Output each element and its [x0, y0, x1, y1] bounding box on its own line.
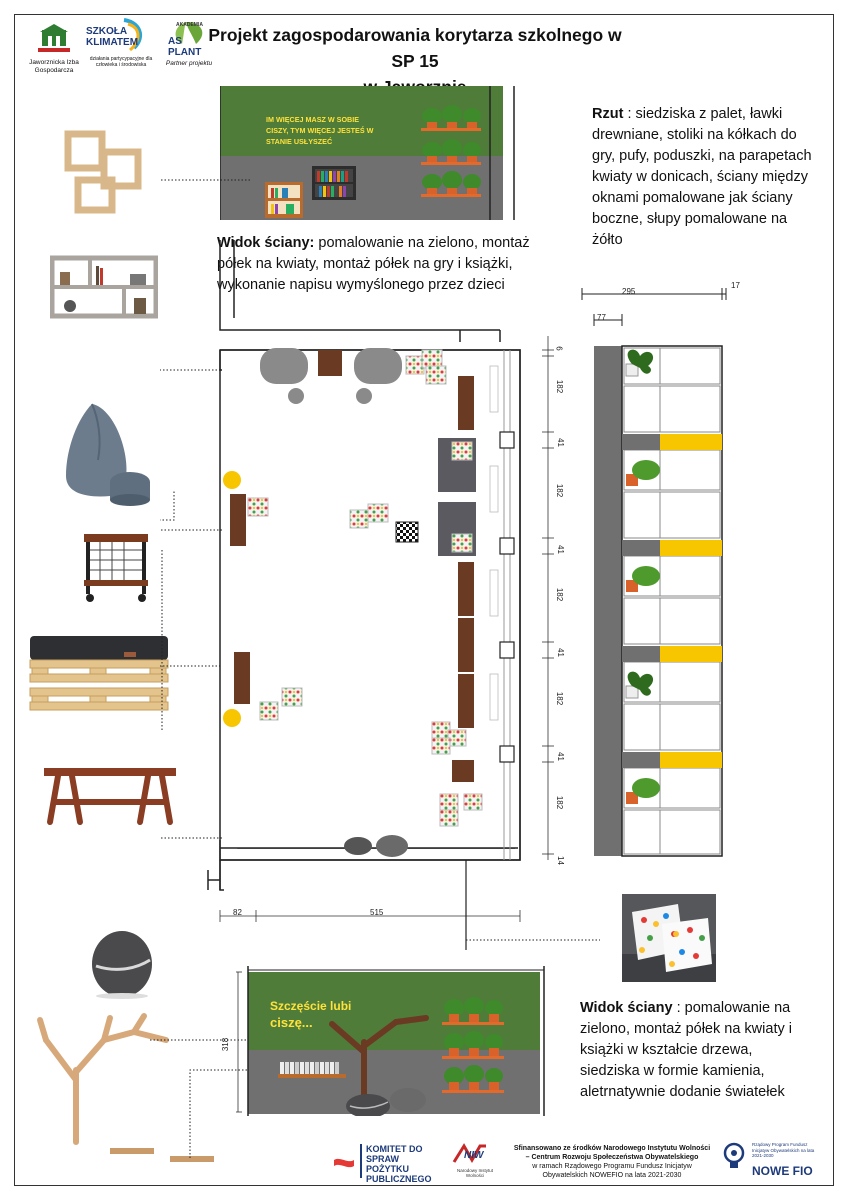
- fio-text: NOWE FIO: [752, 1164, 813, 1178]
- footer-niw: [450, 1142, 500, 1180]
- chamber-logo-icon: [28, 24, 80, 54]
- dim-295: 295: [622, 287, 636, 296]
- bottom-wall-caption-bold: Widok ściany: [580, 1000, 673, 1016]
- dim-182-b: 182: [555, 483, 565, 498]
- footer-fio: [722, 1142, 818, 1182]
- window-elevation: [578, 280, 738, 860]
- dim-41-b: 41: [555, 545, 565, 554]
- stone-cushion-image: [86, 920, 156, 1000]
- funding-text: w ramach Rządowego Programu Fundusz Inicjatyw Obywatelskich NOWEFIO na lata 2021-2030: [532, 1163, 692, 1179]
- plan-note-bold: Rzut: [592, 106, 624, 122]
- plan-dim-chain: [542, 336, 554, 860]
- dim-41-d: 41: [555, 752, 565, 761]
- top-wall-caption-text: pomalowanie na zielono, montaż półek na kwiaty, montaż półek na gry i książki, wykonanie napisu wymyślonego przez dzieci: [217, 235, 530, 293]
- fio-bulb-icon: [722, 1142, 748, 1172]
- niw-text: NIW: [464, 1150, 484, 1161]
- bottom-wall-illustration: [236, 966, 548, 1116]
- page-title-line1: Projekt zagospodarowania korytarza szkolnego w SP 15: [208, 25, 622, 71]
- cart-table-image: [80, 530, 152, 606]
- komitet-text: KOMITET DO SPRAW POŻYTKU PUBLICZNEGO: [366, 1144, 432, 1184]
- dim-318: 318: [221, 1037, 231, 1052]
- bottom-wall-view: [236, 966, 548, 1116]
- funding-bold: Sfinansowano ze środków Narodowego Instytutu Wolności – Centrum Rozwoju Społeczeństwa Obywatelskiego: [513, 1145, 711, 1161]
- plan-note-text: : siedziska z palet, ławki drewniane, stoliki na kółkach do gry, pufy, poduszki, na parapetach kwiaty w donicach, ściany między oknami pomalowane jak ściany boczne, słupy pomalowane na żółto: [592, 106, 812, 248]
- plan-note: [592, 104, 817, 251]
- chamber-logo-text: Jaworznicka Izba Gospodarcza: [29, 59, 79, 74]
- fio-sub: Rządowy Program Fundusz Inicjatyw Obywatelskich na lata 2021-2030: [752, 1142, 815, 1158]
- asplant-sub: Partner projektu: [165, 60, 213, 67]
- dim-41-c: 41: [555, 648, 565, 657]
- poland-flag-icon: [332, 1156, 356, 1174]
- pallet-seat-image: [26, 630, 172, 724]
- dim-6: 6: [554, 346, 564, 351]
- top-wall-slogan: IM WIĘCEJ MASZ W SOBIE CISZY, TYM WIĘCEJ JESTEŚ W STANIE USŁYSZEĆ: [266, 115, 374, 146]
- niw-sub: Narodowy Instytut Wolności: [456, 1168, 493, 1178]
- floor-plan: [160, 170, 600, 950]
- wooden-bench-image: [40, 762, 180, 826]
- school-logo: [84, 18, 156, 68]
- bottom-wall-caption: [580, 998, 812, 1103]
- dim-182-a: 182: [555, 379, 565, 394]
- cube-shelf-image: [62, 128, 150, 216]
- footer-komitet: [332, 1144, 432, 1184]
- dim-515: 515: [370, 908, 384, 917]
- bottom-wall-slogan: [270, 998, 351, 1032]
- bottom-wall-slogan-line1: Szczęście lubi: [270, 999, 352, 1013]
- dim-41-a: 41: [555, 438, 565, 447]
- bottom-wall-slogan-line2: ciszę...: [270, 1015, 313, 1030]
- school-logo-brand: SZKOŁA KLIMATEM: [86, 26, 139, 48]
- dim-82: 82: [233, 908, 242, 917]
- asplant-top: AKADEMIA: [176, 22, 203, 28]
- school-logo-sub: działania partycypacyjne dla człowieka i środowiska: [89, 56, 153, 68]
- pillows-photo: [622, 894, 716, 982]
- dim-17: 17: [731, 281, 740, 290]
- footer-funding: [512, 1144, 712, 1180]
- dim-182-e: 182: [555, 795, 565, 810]
- komitet-divider: [360, 1144, 362, 1178]
- dim-77: 77: [597, 313, 606, 322]
- top-wall-caption-bold: Widok ściany:: [217, 235, 315, 251]
- dim-182-d: 182: [555, 691, 565, 706]
- wall-shelf-image: [50, 254, 158, 320]
- chamber-logo: [28, 24, 80, 75]
- dim-14: 14: [555, 856, 565, 865]
- plant-shelf-group-bottom: [442, 997, 504, 1093]
- asplant-main: AS PLANT: [168, 36, 202, 58]
- bean-bag-image: [58, 398, 154, 510]
- bottom-wall-caption-text: : pomalowanie na zielono, montaż półek na kwiaty i książki w kształcie drzewa, siedziska w formie kamienia, aletrnatywnie dodanie światełek: [580, 1000, 792, 1100]
- bottom-leader-lines: [150, 1030, 250, 1160]
- dim-182-c: 182: [555, 587, 565, 602]
